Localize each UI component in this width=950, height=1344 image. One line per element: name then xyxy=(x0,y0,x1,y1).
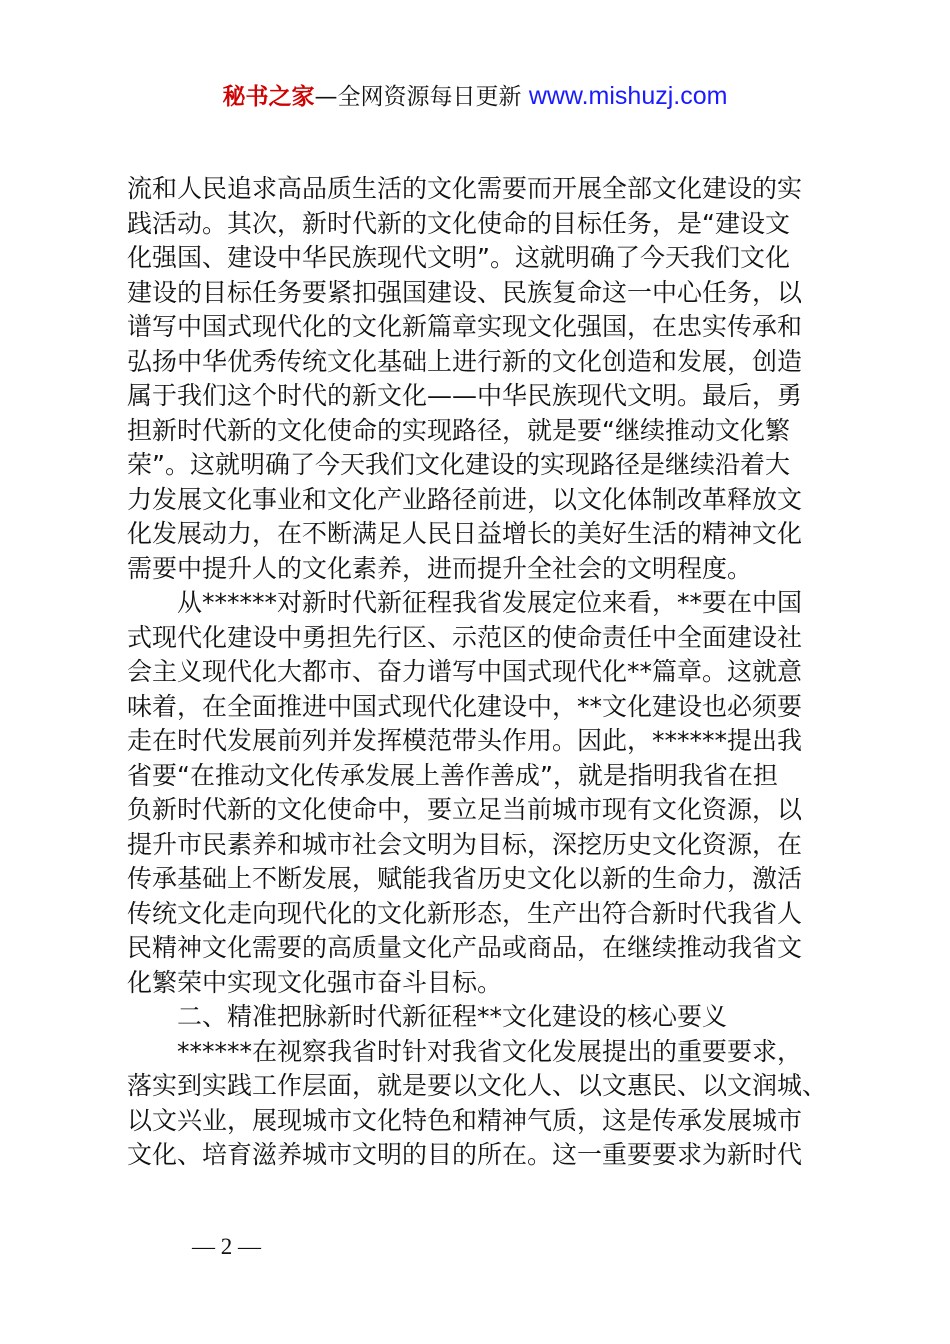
paragraph-start-line: ******在视察我省时针对我省文化发展提出的重要要求， xyxy=(177,1036,803,1066)
text-line: 会主义现代化大都市、奋力谱写中国式现代化**篇章。这就意 xyxy=(127,657,803,686)
text-line: 化强国、建设中华民族现代文明”。这就明确了今天我们文化 xyxy=(127,243,790,272)
header-tagline: —全网资源每日更新 xyxy=(314,84,529,110)
text-line: 民精神文化需要的高质量文化产品或商品，在继续推动我省文 xyxy=(127,933,803,962)
text-line: 省要“在推动文化传承发展上善作善成”，就是指明我省在担 xyxy=(127,760,778,790)
text-line: 谱写中国式现代化的文化新篇章实现文化强国，在忠实传承和 xyxy=(127,312,803,341)
text-line: 荣”。这就明确了今天我们文化建设的实现路径是继续沿着大 xyxy=(127,450,790,479)
text-line: 式现代化建设中勇担先行区、示范区的使命责任中全面建设社 xyxy=(127,622,803,652)
text-line: 流和人民追求高品质生活的文化需要而开展全部文化建设的实 xyxy=(127,174,803,203)
text-line: 属于我们这个时代的新文化——中华民族现代文明。最后，勇 xyxy=(127,381,803,410)
text-line: 弘扬中华优秀传统文化基础上进行新的文化创造和发展，创造 xyxy=(127,346,803,376)
text-line: 文化、培育滋养城市文明的目的所在。这一重要要求为新时代 xyxy=(127,1140,803,1169)
page-number: — 2 — xyxy=(192,1234,261,1259)
text-line: 走在时代发展前列并发挥模范带头作用。因此，******提出我 xyxy=(127,726,803,755)
text-line: 味着，在全面推进中国式现代化建设中，**文化建设也必须要 xyxy=(127,691,803,721)
document-body xyxy=(127,172,837,1173)
paragraph-start-line: 从******对新时代新征程我省发展定位来看，**要在中国 xyxy=(177,588,803,617)
text-line: 力发展文化事业和文化产业路径前进，以文化体制改革释放文 xyxy=(127,484,803,514)
text-line: 落实到实践工作层面，就是要以文化人、以文惠民、以文润城、 xyxy=(127,1071,828,1100)
site-header xyxy=(0,80,950,113)
text-line: 化繁荣中实现文化强市奋斗目标。 xyxy=(127,967,503,997)
text-line: 化发展动力，在不断满足人民日益增长的美好生活的精神文化 xyxy=(127,519,803,548)
site-url-link[interactable]: www.mishuzj.com xyxy=(528,82,728,110)
text-line: 担新时代新的文化使命的实现路径，就是要“继续推动文化繁 xyxy=(127,415,790,445)
text-line: 践活动。其次，新时代新的文化使命的目标任务，是“建设文 xyxy=(127,208,790,238)
brand-name: 秘书之家 xyxy=(222,84,315,110)
text-line: 以文兴业，展现城市文化特色和精神气质，这是传承发展城市 xyxy=(127,1105,803,1135)
text-line: 提升市民素养和城市社会文明为目标，深挖历史文化资源，在 xyxy=(127,829,803,859)
text-line: 需要中提升人的文化素养，进而提升全社会的文明程度。 xyxy=(127,553,753,583)
section-heading: 二、精准把脉新时代新征程**文化建设的核心要义 xyxy=(177,1002,728,1031)
text-line: 建设的目标任务要紧扣强国建设、民族复命这一中心任务，以 xyxy=(127,277,803,307)
text-line: 传统文化走向现代化的文化新形态，生产出符合新时代我省人 xyxy=(127,898,803,928)
text-line: 负新时代新的文化使命中，要立足当前城市现有文化资源，以 xyxy=(127,795,803,824)
text-line: 传承基础上不断发展，赋能我省历史文化以新的生命力，激活 xyxy=(127,864,803,893)
